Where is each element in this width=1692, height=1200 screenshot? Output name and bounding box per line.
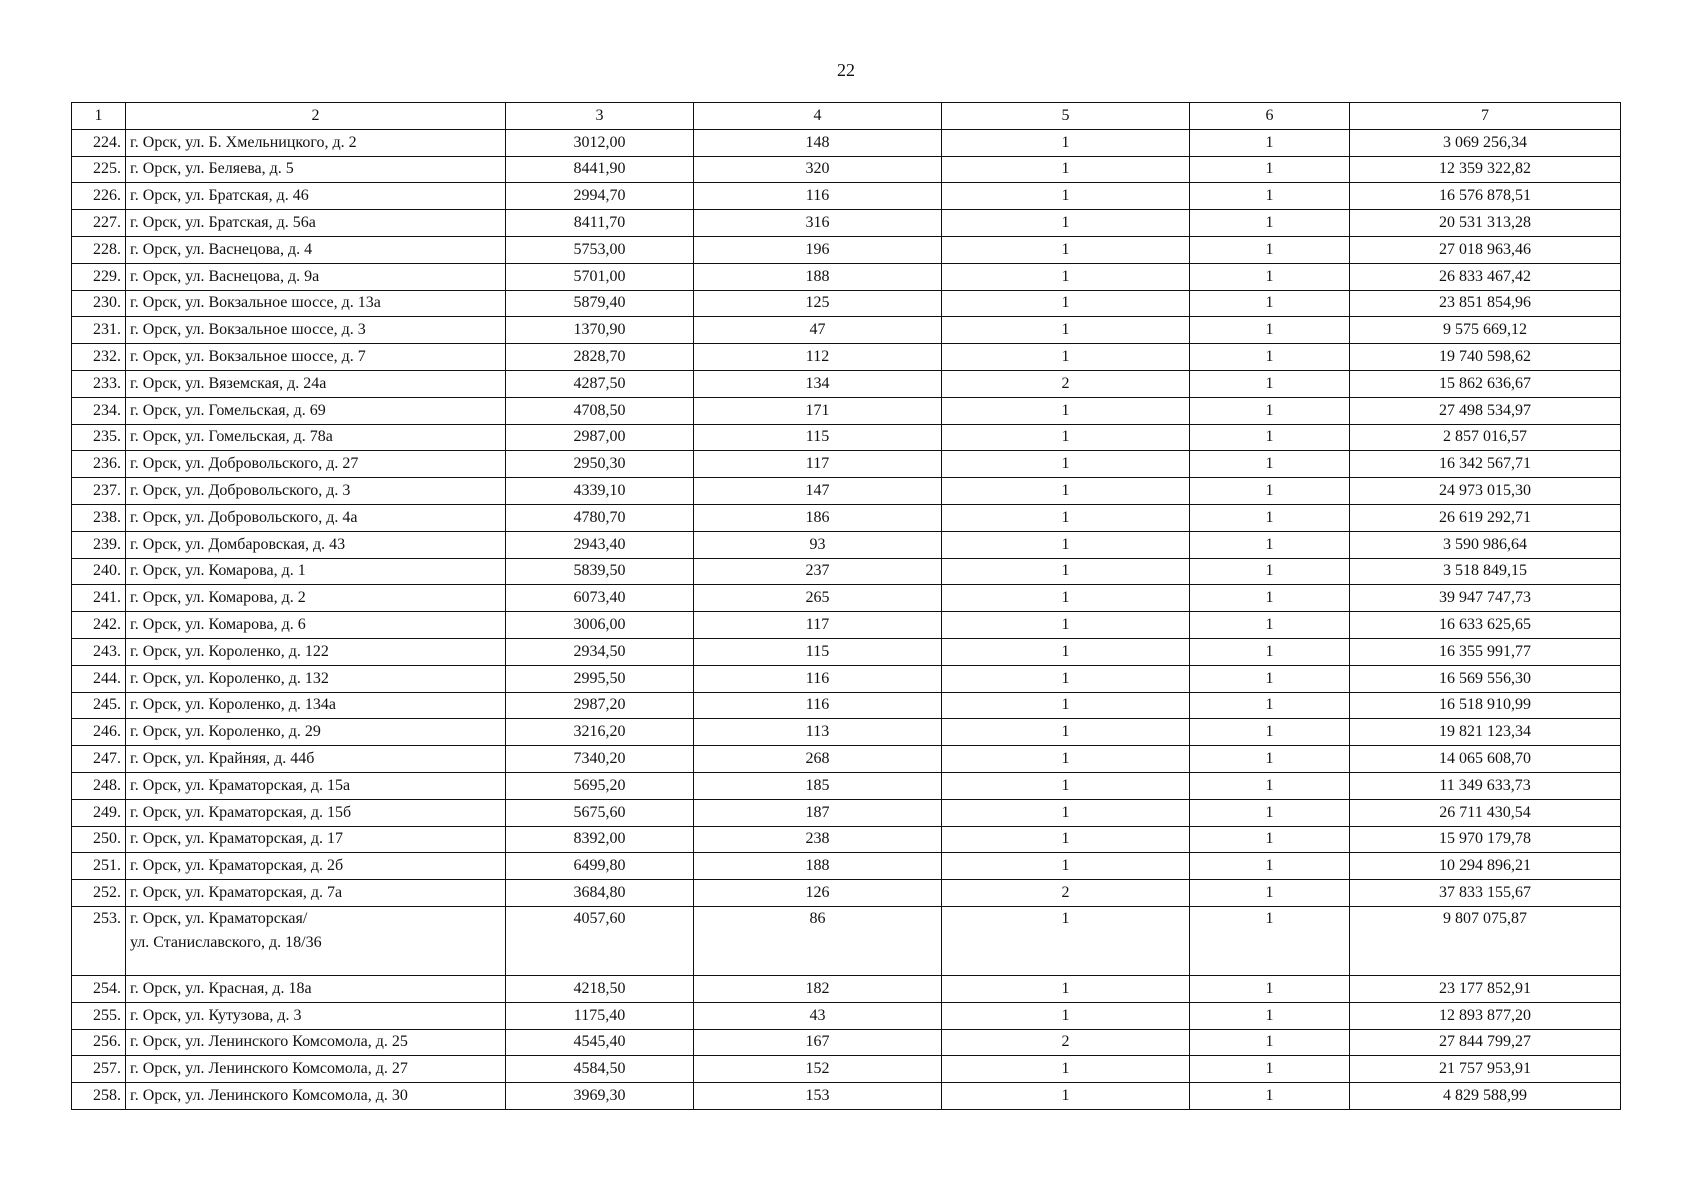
area-cell: 2995,50 — [506, 665, 694, 692]
row-number: 240. — [72, 558, 126, 585]
col5-cell: 1 — [942, 263, 1190, 290]
count-cell: 116 — [694, 665, 942, 692]
table-row — [72, 183, 1621, 210]
amount-cell: 11 349 633,73 — [1350, 772, 1621, 799]
col5-cell: 1 — [942, 826, 1190, 853]
area-cell: 5701,00 — [506, 263, 694, 290]
amount-cell: 26 711 430,54 — [1350, 799, 1621, 826]
amount-cell: 16 355 991,77 — [1350, 638, 1621, 665]
address-cell: г. Орск, ул. Короленко, д. 29 — [126, 719, 506, 746]
area-cell: 2934,50 — [506, 638, 694, 665]
area-cell: 3684,80 — [506, 880, 694, 907]
address-cell: г. Орск, ул. Васнецова, д. 4 — [126, 236, 506, 263]
count-cell: 115 — [694, 424, 942, 451]
row-number: 235. — [72, 424, 126, 451]
address-cell: г. Орск, ул. Гомельская, д. 78а — [126, 424, 506, 451]
col5-cell: 1 — [942, 665, 1190, 692]
address-cell: г. Орск, ул. Домбаровская, д. 43 — [126, 531, 506, 558]
area-cell: 2987,00 — [506, 424, 694, 451]
address-cell: г. Орск, ул. Вокзальное шоссе, д. 3 — [126, 317, 506, 344]
table-row — [72, 585, 1621, 612]
row-number: 239. — [72, 531, 126, 558]
address-cell: г. Орск, ул. Краматорская, д. 7а — [126, 880, 506, 907]
col5-cell: 1 — [942, 1002, 1190, 1029]
col5-cell: 1 — [942, 397, 1190, 424]
area-cell: 7340,20 — [506, 746, 694, 773]
count-cell: 188 — [694, 853, 942, 880]
address-cell: г. Орск, ул. Кутузова, д. 3 — [126, 1002, 506, 1029]
amount-cell: 24 973 015,30 — [1350, 478, 1621, 505]
row-number: 225. — [72, 156, 126, 183]
count-cell: 43 — [694, 1002, 942, 1029]
col6-cell: 1 — [1190, 772, 1350, 799]
amount-cell: 20 531 313,28 — [1350, 210, 1621, 237]
area-cell: 2987,20 — [506, 692, 694, 719]
address-cell: г. Орск, ул. Добровольского, д. 27 — [126, 451, 506, 478]
row-number: 228. — [72, 236, 126, 263]
count-cell: 196 — [694, 236, 942, 263]
area-cell: 4218,50 — [506, 975, 694, 1002]
col6-cell: 1 — [1190, 424, 1350, 451]
row-number: 244. — [72, 665, 126, 692]
area-cell: 5753,00 — [506, 236, 694, 263]
col5-cell: 1 — [942, 612, 1190, 639]
table-row — [72, 451, 1621, 478]
row-number: 236. — [72, 451, 126, 478]
area-cell: 4057,60 — [506, 906, 694, 975]
count-cell: 86 — [694, 906, 942, 975]
col6-cell: 1 — [1190, 638, 1350, 665]
col6-cell: 1 — [1190, 397, 1350, 424]
table-row — [72, 370, 1621, 397]
col6-cell: 1 — [1190, 504, 1350, 531]
amount-cell: 4 829 588,99 — [1350, 1083, 1621, 1110]
row-number: 257. — [72, 1056, 126, 1083]
address-line: г. Орск, ул. Краматорская/ — [130, 909, 308, 927]
count-cell: 117 — [694, 612, 942, 639]
table-row — [72, 1002, 1621, 1029]
address-cell: г. Орск, ул. Братская, д. 46 — [126, 183, 506, 210]
column-header-1: 1 — [72, 103, 126, 130]
address-cell: г. Орск, ул. Вокзальное шоссе, д. 7 — [126, 344, 506, 371]
address-cell: г. Орск, ул. Краматорская, д. 2б — [126, 853, 506, 880]
column-number-row — [72, 103, 1621, 130]
column-header-3: 3 — [506, 103, 694, 130]
amount-cell: 23 177 852,91 — [1350, 975, 1621, 1002]
table-row — [72, 558, 1621, 585]
count-cell: 125 — [694, 290, 942, 317]
area-cell: 3006,00 — [506, 612, 694, 639]
table-row — [72, 719, 1621, 746]
amount-cell: 19 821 123,34 — [1350, 719, 1621, 746]
col6-cell: 1 — [1190, 746, 1350, 773]
row-number: 237. — [72, 478, 126, 505]
col5-cell: 1 — [942, 451, 1190, 478]
column-header-4: 4 — [694, 103, 942, 130]
area-cell: 6499,80 — [506, 853, 694, 880]
address-cell: г. Орск, ул. Добровольского, д. 4а — [126, 504, 506, 531]
col6-cell: 1 — [1190, 853, 1350, 880]
table-row — [72, 478, 1621, 505]
row-number: 238. — [72, 504, 126, 531]
count-cell: 112 — [694, 344, 942, 371]
col6-cell: 1 — [1190, 478, 1350, 505]
amount-cell: 3 518 849,15 — [1350, 558, 1621, 585]
address-cell: г. Орск, ул. Крайняя, д. 44б — [126, 746, 506, 773]
col6-cell: 1 — [1190, 156, 1350, 183]
amount-cell: 12 893 877,20 — [1350, 1002, 1621, 1029]
col6-cell: 1 — [1190, 692, 1350, 719]
col5-cell: 1 — [942, 746, 1190, 773]
table-body — [72, 129, 1621, 1109]
count-cell: 182 — [694, 975, 942, 1002]
amount-cell: 26 619 292,71 — [1350, 504, 1621, 531]
address-cell: г. Орск, ул. Б. Хмельницкого, д. 2 — [126, 129, 506, 156]
table-row — [72, 344, 1621, 371]
amount-cell: 19 740 598,62 — [1350, 344, 1621, 371]
address-cell: г. Орск, ул. Добровольского, д. 3 — [126, 478, 506, 505]
area-cell: 3969,30 — [506, 1083, 694, 1110]
col5-cell: 1 — [942, 210, 1190, 237]
table-row — [72, 772, 1621, 799]
col6-cell: 1 — [1190, 1029, 1350, 1056]
row-number: 247. — [72, 746, 126, 773]
area-cell: 6073,40 — [506, 585, 694, 612]
registry-table — [71, 102, 1621, 1110]
count-cell: 153 — [694, 1083, 942, 1110]
table-row — [72, 236, 1621, 263]
amount-cell: 12 359 322,82 — [1350, 156, 1621, 183]
row-number: 253. — [72, 906, 126, 975]
amount-cell: 16 518 910,99 — [1350, 692, 1621, 719]
table-row — [72, 531, 1621, 558]
row-number: 232. — [72, 344, 126, 371]
col6-cell: 1 — [1190, 236, 1350, 263]
amount-cell: 26 833 467,42 — [1350, 263, 1621, 290]
address-cell: г. Орск, ул. Вяземская, д. 24а — [126, 370, 506, 397]
area-cell: 8411,70 — [506, 210, 694, 237]
area-cell: 2950,30 — [506, 451, 694, 478]
row-number: 242. — [72, 612, 126, 639]
area-cell: 2943,40 — [506, 531, 694, 558]
row-number: 224. — [72, 129, 126, 156]
row-number: 251. — [72, 853, 126, 880]
area-cell: 2994,70 — [506, 183, 694, 210]
row-number: 246. — [72, 719, 126, 746]
col5-cell: 1 — [942, 504, 1190, 531]
table-row — [72, 853, 1621, 880]
col6-cell: 1 — [1190, 1083, 1350, 1110]
count-cell: 117 — [694, 451, 942, 478]
count-cell: 316 — [694, 210, 942, 237]
address-cell: г. Орск, ул. Ленинского Комсомола, д. 27 — [126, 1056, 506, 1083]
count-cell: 147 — [694, 478, 942, 505]
count-cell: 268 — [694, 746, 942, 773]
col5-cell: 2 — [942, 370, 1190, 397]
count-cell: 126 — [694, 880, 942, 907]
address-cell: г. Орск, ул. Краматорская, д. 15а — [126, 772, 506, 799]
area-cell: 5675,60 — [506, 799, 694, 826]
row-number: 230. — [72, 290, 126, 317]
col6-cell: 1 — [1190, 129, 1350, 156]
area-cell: 4584,50 — [506, 1056, 694, 1083]
table-row — [72, 975, 1621, 1002]
count-cell: 116 — [694, 692, 942, 719]
count-cell: 116 — [694, 183, 942, 210]
area-cell: 5879,40 — [506, 290, 694, 317]
count-cell: 171 — [694, 397, 942, 424]
table-row — [72, 692, 1621, 719]
count-cell: 152 — [694, 1056, 942, 1083]
table-row — [72, 317, 1621, 344]
col6-cell: 1 — [1190, 826, 1350, 853]
row-number: 229. — [72, 263, 126, 290]
address-cell: г. Орск, ул. Братская, д. 56а — [126, 210, 506, 237]
count-cell: 148 — [694, 129, 942, 156]
table-row — [72, 1029, 1621, 1056]
col6-cell: 1 — [1190, 719, 1350, 746]
amount-cell: 9 807 075,87 — [1350, 906, 1621, 975]
address-cell — [126, 906, 506, 975]
col6-cell: 1 — [1190, 183, 1350, 210]
row-number: 252. — [72, 880, 126, 907]
col6-cell: 1 — [1190, 880, 1350, 907]
address-cell: г. Орск, ул. Гомельская, д. 69 — [126, 397, 506, 424]
area-cell: 3216,20 — [506, 719, 694, 746]
col5-cell: 1 — [942, 129, 1190, 156]
table-row — [72, 504, 1621, 531]
col5-cell: 1 — [942, 531, 1190, 558]
count-cell: 238 — [694, 826, 942, 853]
col5-cell: 1 — [942, 1056, 1190, 1083]
address-cell: г. Орск, ул. Ленинского Комсомола, д. 25 — [126, 1029, 506, 1056]
count-cell: 93 — [694, 531, 942, 558]
table-row — [72, 665, 1621, 692]
col6-cell: 1 — [1190, 975, 1350, 1002]
col5-cell: 1 — [942, 772, 1190, 799]
col5-cell: 1 — [942, 424, 1190, 451]
area-cell: 1175,40 — [506, 1002, 694, 1029]
amount-cell: 2 857 016,57 — [1350, 424, 1621, 451]
col5-cell: 1 — [942, 975, 1190, 1002]
amount-cell: 21 757 953,91 — [1350, 1056, 1621, 1083]
amount-cell: 27 844 799,27 — [1350, 1029, 1621, 1056]
amount-cell: 39 947 747,73 — [1350, 585, 1621, 612]
col5-cell: 1 — [942, 585, 1190, 612]
row-number: 231. — [72, 317, 126, 344]
table-row — [72, 424, 1621, 451]
page-number: 22 — [837, 60, 855, 80]
column-header-7: 7 — [1350, 103, 1621, 130]
amount-cell: 15 862 636,67 — [1350, 370, 1621, 397]
table-row — [72, 263, 1621, 290]
col5-cell: 1 — [942, 183, 1190, 210]
count-cell: 237 — [694, 558, 942, 585]
area-cell: 4287,50 — [506, 370, 694, 397]
count-cell: 186 — [694, 504, 942, 531]
column-header-6: 6 — [1190, 103, 1350, 130]
count-cell: 187 — [694, 799, 942, 826]
address-cell: г. Орск, ул. Краматорская, д. 15б — [126, 799, 506, 826]
row-number: 255. — [72, 1002, 126, 1029]
row-number: 258. — [72, 1083, 126, 1110]
col6-cell: 1 — [1190, 210, 1350, 237]
area-cell: 4339,10 — [506, 478, 694, 505]
row-number: 254. — [72, 975, 126, 1002]
col5-cell: 1 — [942, 692, 1190, 719]
col5-cell: 1 — [942, 478, 1190, 505]
row-number: 226. — [72, 183, 126, 210]
table-row — [72, 1056, 1621, 1083]
table-row — [72, 210, 1621, 237]
col5-cell: 1 — [942, 236, 1190, 263]
table-row — [72, 612, 1621, 639]
amount-cell: 16 569 556,30 — [1350, 665, 1621, 692]
count-cell: 134 — [694, 370, 942, 397]
address-cell: г. Орск, ул. Красная, д. 18а — [126, 975, 506, 1002]
area-cell: 5695,20 — [506, 772, 694, 799]
address-cell: г. Орск, ул. Короленко, д. 122 — [126, 638, 506, 665]
row-number: 248. — [72, 772, 126, 799]
row-number: 227. — [72, 210, 126, 237]
count-cell: 167 — [694, 1029, 942, 1056]
col6-cell: 1 — [1190, 799, 1350, 826]
col5-cell: 1 — [942, 290, 1190, 317]
amount-cell: 23 851 854,96 — [1350, 290, 1621, 317]
area-cell: 8392,00 — [506, 826, 694, 853]
amount-cell: 3 590 986,64 — [1350, 531, 1621, 558]
col6-cell: 1 — [1190, 1056, 1350, 1083]
col5-cell: 1 — [942, 799, 1190, 826]
amount-cell: 9 575 669,12 — [1350, 317, 1621, 344]
address-cell: г. Орск, ул. Беляева, д. 5 — [126, 156, 506, 183]
table-row — [72, 799, 1621, 826]
address-cell: г. Орск, ул. Короленко, д. 134а — [126, 692, 506, 719]
table-row — [72, 290, 1621, 317]
table-row — [72, 638, 1621, 665]
row-number: 241. — [72, 585, 126, 612]
col6-cell: 1 — [1190, 317, 1350, 344]
col6-cell: 1 — [1190, 558, 1350, 585]
area-cell: 8441,90 — [506, 156, 694, 183]
table-row — [72, 129, 1621, 156]
amount-cell: 16 342 567,71 — [1350, 451, 1621, 478]
col5-cell: 2 — [942, 1029, 1190, 1056]
amount-cell: 37 833 155,67 — [1350, 880, 1621, 907]
table-row — [72, 746, 1621, 773]
amount-cell: 27 018 963,46 — [1350, 236, 1621, 263]
amount-cell: 10 294 896,21 — [1350, 853, 1621, 880]
col5-cell: 1 — [942, 853, 1190, 880]
row-number: 243. — [72, 638, 126, 665]
col6-cell: 1 — [1190, 370, 1350, 397]
column-header-2: 2 — [126, 103, 506, 130]
col5-cell: 1 — [942, 156, 1190, 183]
col6-cell: 1 — [1190, 531, 1350, 558]
row-number: 245. — [72, 692, 126, 719]
count-cell: 47 — [694, 317, 942, 344]
amount-cell: 15 970 179,78 — [1350, 826, 1621, 853]
area-cell: 5839,50 — [506, 558, 694, 585]
col6-cell: 1 — [1190, 906, 1350, 975]
table-row — [72, 397, 1621, 424]
address-cell: г. Орск, ул. Васнецова, д. 9а — [126, 263, 506, 290]
amount-cell: 16 576 878,51 — [1350, 183, 1621, 210]
count-cell: 320 — [694, 156, 942, 183]
area-cell: 3012,00 — [506, 129, 694, 156]
count-cell: 188 — [694, 263, 942, 290]
address-cell: г. Орск, ул. Комарова, д. 6 — [126, 612, 506, 639]
table-row — [72, 906, 1621, 975]
row-number: 250. — [72, 826, 126, 853]
col6-cell: 1 — [1190, 290, 1350, 317]
count-cell: 113 — [694, 719, 942, 746]
count-cell: 265 — [694, 585, 942, 612]
area-cell: 4545,40 — [506, 1029, 694, 1056]
amount-cell: 3 069 256,34 — [1350, 129, 1621, 156]
table-row — [72, 826, 1621, 853]
col6-cell: 1 — [1190, 665, 1350, 692]
row-number: 249. — [72, 799, 126, 826]
table-row — [72, 880, 1621, 907]
address-line: ул. Станиславского, д. 18/36 — [130, 933, 322, 951]
amount-cell: 16 633 625,65 — [1350, 612, 1621, 639]
column-header-5: 5 — [942, 103, 1190, 130]
address-cell: г. Орск, ул. Комарова, д. 2 — [126, 585, 506, 612]
amount-cell: 14 065 608,70 — [1350, 746, 1621, 773]
amount-cell: 27 498 534,97 — [1350, 397, 1621, 424]
col5-cell: 1 — [942, 638, 1190, 665]
col5-cell: 1 — [942, 317, 1190, 344]
count-cell: 115 — [694, 638, 942, 665]
col5-cell: 1 — [942, 558, 1190, 585]
address-cell: г. Орск, ул. Короленко, д. 132 — [126, 665, 506, 692]
row-number: 233. — [72, 370, 126, 397]
col5-cell: 1 — [942, 1083, 1190, 1110]
area-cell: 2828,70 — [506, 344, 694, 371]
address-cell: г. Орск, ул. Краматорская, д. 17 — [126, 826, 506, 853]
area-cell: 4708,50 — [506, 397, 694, 424]
col6-cell: 1 — [1190, 451, 1350, 478]
col5-cell: 1 — [942, 344, 1190, 371]
col6-cell: 1 — [1190, 585, 1350, 612]
col6-cell: 1 — [1190, 344, 1350, 371]
area-cell: 1370,90 — [506, 317, 694, 344]
col6-cell: 1 — [1190, 263, 1350, 290]
address-cell: г. Орск, ул. Ленинского Комсомола, д. 30 — [126, 1083, 506, 1110]
area-cell: 4780,70 — [506, 504, 694, 531]
table-row — [72, 156, 1621, 183]
col6-cell: 1 — [1190, 612, 1350, 639]
address-cell: г. Орск, ул. Комарова, д. 1 — [126, 558, 506, 585]
table-row — [72, 1083, 1621, 1110]
col5-cell: 1 — [942, 906, 1190, 975]
row-number: 234. — [72, 397, 126, 424]
address-cell: г. Орск, ул. Вокзальное шоссе, д. 13а — [126, 290, 506, 317]
col5-cell: 1 — [942, 719, 1190, 746]
row-number: 256. — [72, 1029, 126, 1056]
count-cell: 185 — [694, 772, 942, 799]
col5-cell: 2 — [942, 880, 1190, 907]
col6-cell: 1 — [1190, 1002, 1350, 1029]
